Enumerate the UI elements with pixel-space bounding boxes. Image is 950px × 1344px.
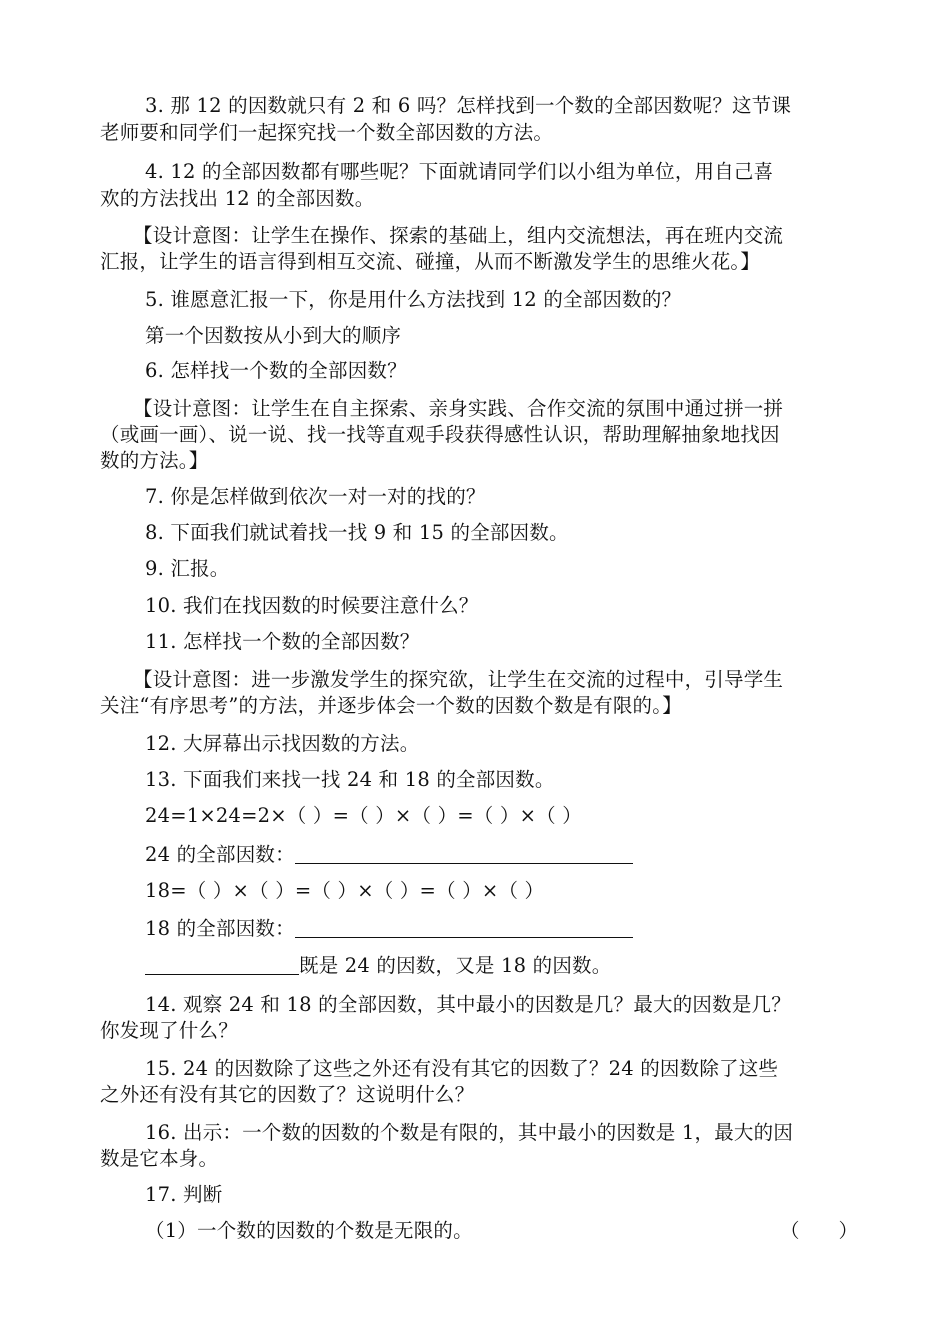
paragraph-5: 5. 谁愿意汇报一下，你是用什么方法找到 12 的全部因数的？ bbox=[145, 288, 682, 311]
paragraph-15-line-1: 15. 24 的因数除了这些之外还有没有其它的因数了？24 的因数除了这些 bbox=[145, 1057, 779, 1080]
paragraph-3-line-2: 老师要和同学们一起探究找一个数全部因数的方法。 bbox=[100, 121, 554, 144]
paragraph-13: 13. 下面我们来找一找 24 和 18 的全部因数。 bbox=[145, 768, 555, 791]
design-intent-1-line-2: 汇报，让学生的语言得到相互交流、碰撞，从而不断激发学生的思维火花。】 bbox=[100, 250, 761, 273]
judge-item-1-answer-parens[interactable]: （ ） bbox=[780, 1219, 859, 1242]
design-intent-1-line-1: 【设计意图：让学生在操作、探索的基础上，组内交流想法，再在班内交流 bbox=[133, 224, 784, 247]
paragraph-16-line-2: 数是它本身。 bbox=[100, 1147, 219, 1170]
design-intent-3-line-1: 【设计意图：进一步激发学生的探究欲，让学生在交流的过程中，引导学生 bbox=[133, 668, 784, 691]
judge-item-1: （1）一个数的因数的个数是无限的。 bbox=[145, 1219, 473, 1242]
design-intent-2-line-3: 数的方法。】 bbox=[100, 449, 209, 472]
design-intent-2-line-2: （或画一画）、说一说、找一找等直观手段获得感性认识，帮助理解抽象地找因 bbox=[100, 423, 780, 446]
paragraph-4-line-2: 欢的方法找出 12 的全部因数。 bbox=[100, 187, 375, 210]
factors-24-label: 24 的全部因数： bbox=[145, 843, 295, 866]
equation-24: 24=1×24=2×（ ）=（ ）×（ ）=（ ）×（ ） bbox=[145, 804, 582, 827]
paragraph-14-line-2: 你发现了什么？ bbox=[100, 1019, 238, 1042]
paragraph-16-line-1: 16. 出示：一个数的因数的个数是有限的，其中最小的因数是 1，最大的因 bbox=[145, 1121, 794, 1144]
paragraph-9: 9. 汇报。 bbox=[145, 557, 230, 580]
equation-18: 18=（ ）×（ ）=（ ）×（ ）=（ ）×（ ） bbox=[145, 879, 545, 902]
paragraph-6: 6. 怎样找一个数的全部因数？ bbox=[145, 359, 407, 382]
paragraph-7: 7. 你是怎样做到依次一对一对的找的？ bbox=[145, 485, 486, 508]
paragraph-11: 11. 怎样找一个数的全部因数？ bbox=[145, 630, 420, 653]
factors-24-answer-blank[interactable] bbox=[295, 843, 633, 864]
paragraph-8: 8. 下面我们就试着找一找 9 和 15 的全部因数。 bbox=[145, 521, 569, 544]
common-factors-text: 既是 24 的因数，又是 18 的因数。 bbox=[299, 954, 612, 977]
paragraph-order-note: 第一个因数按从小到大的顺序 bbox=[145, 324, 402, 347]
factors-18-row bbox=[145, 915, 897, 942]
paragraph-15-line-2: 之外还有没有其它的因数了？这说明什么？ bbox=[100, 1083, 475, 1106]
paragraph-10: 10. 我们在找因数的时候要注意什么？ bbox=[145, 594, 479, 617]
common-factors-row bbox=[145, 952, 897, 979]
factors-24-row bbox=[145, 841, 897, 868]
design-intent-2-line-1: 【设计意图：让学生在自主探索、亲身实践、合作交流的氛围中通过拼一拼 bbox=[133, 397, 784, 420]
paragraph-3-line-1: 3. 那 12 的因数就只有 2 和 6 吗？怎样找到一个数的全部因数呢？这节课 bbox=[145, 94, 792, 117]
common-factors-answer-blank[interactable] bbox=[145, 954, 299, 975]
paragraph-14-line-1: 14. 观察 24 和 18 的全部因数，其中最小的因数是几？最大的因数是几？ bbox=[145, 993, 791, 1016]
factors-18-label: 18 的全部因数： bbox=[145, 917, 295, 940]
design-intent-3-line-2: 关注“有序思考”的方法，并逐步体会一个数的因数个数是有限的。】 bbox=[100, 694, 682, 717]
paragraph-17: 17. 判断 bbox=[145, 1183, 223, 1206]
paragraph-12: 12. 大屏幕出示找因数的方法。 bbox=[145, 732, 420, 755]
factors-18-answer-blank[interactable] bbox=[295, 917, 633, 938]
paragraph-4-line-1: 4. 12 的全部因数都有哪些呢？下面就请同学们以小组为单位，用自己喜 bbox=[145, 160, 774, 183]
